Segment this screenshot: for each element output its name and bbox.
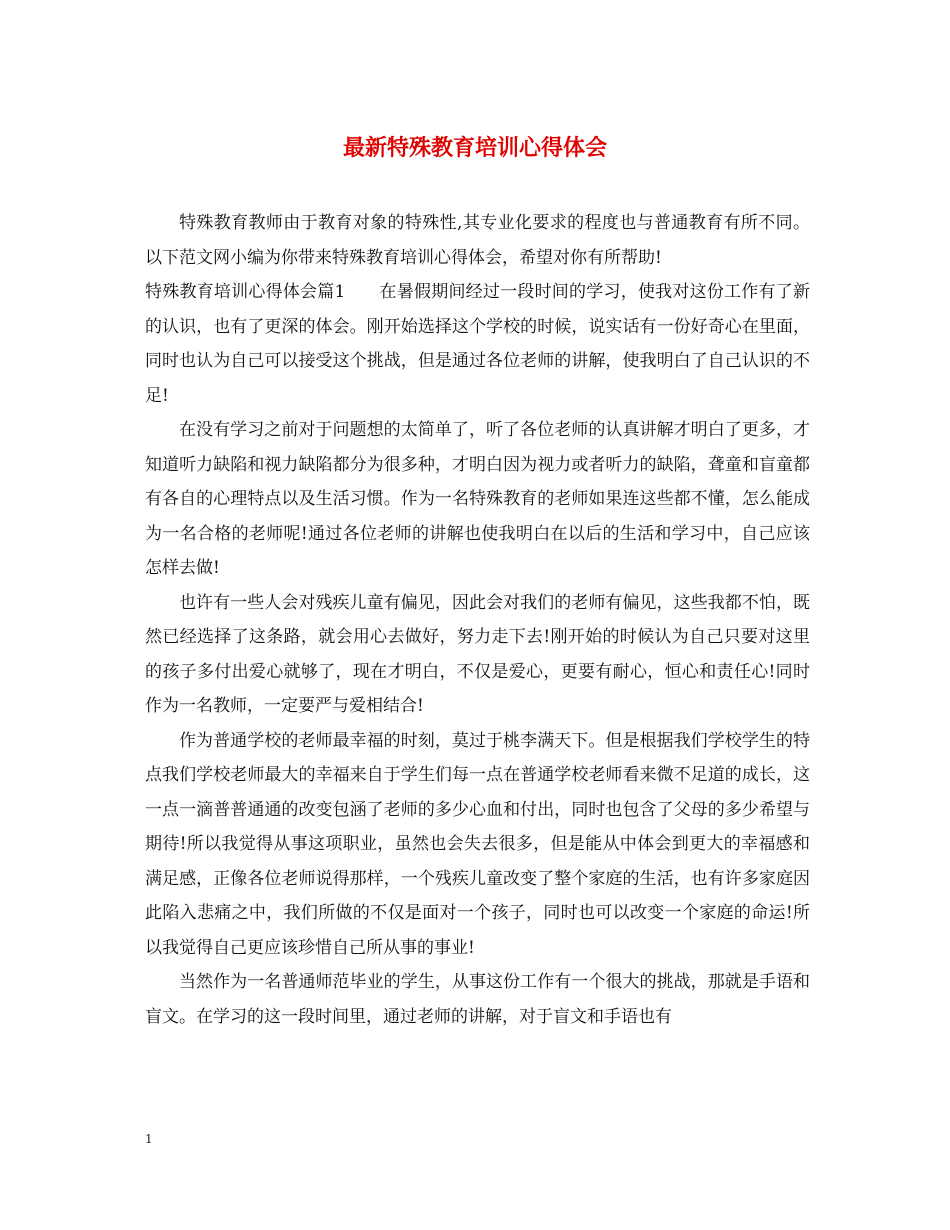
body-paragraph-1: 在没有学习之前对于问题想的太简单了，听了各位老师的认真讲解才明白了更多，才知道听力缺陷和视力缺陷都分为很多种，才明白因为视力或者听力的缺陷，聋童和盲童都有各自的心理特点以及生活习惯。作为一名特殊教育的老师如果连这些都不懂，怎么能成为一名合格的老师呢!通过各位老师的讲解也使我明白在以后的生活和学习中，自己应该怎样去做! <box>145 420 810 578</box>
intro-paragraph: 特殊教育教师由于教育对象的特殊性,其专业化要求的程度也与普通教育有所不同。以下范文网小编为你带来特殊教育培训心得体会，希望对你有所帮助! <box>145 213 810 268</box>
body-paragraph-3: 作为普通学校的老师最幸福的时刻，莫过于桃李满天下。但是根据我们学校学生的特点我们学校老师最大的幸福来自于学生们每一点在普通学校老师看来微不足道的成长，这一点一滴普普通通的改变包涵了老师的多少心血和付出，同时也包含了父母的多少希望与期待!所以我觉得从事这项职业，虽然也会失去很多，但是能从中体会到更大的幸福感和满足感，正像各位老师说得那样，一个残疾儿童改变了整个家庭的生活，也有许多家庭因此陷入悲痛之中，我们所做的不仅是面对一个孩子，同时也可以改变一个家庭的命运!所以我觉得自己更应该珍惜自己所从事的事业! <box>145 730 810 958</box>
section-first-text: 在暑假期间经过一段时间的学习，使我对这份工作有了新的认识，也有了更深的体会。刚开始选择这个学校的时候，说实话有一份好奇心在里面，同时也认为自己可以接受这个挑战，但是通过各位老师的讲解，使我明白了自己认识的不足! <box>145 282 810 406</box>
section-heading: 特殊教育培训心得体会篇1 <box>145 282 346 302</box>
page-number: 1 <box>145 1132 153 1146</box>
section-paragraph <box>145 275 810 413</box>
body-paragraph-2: 也许有一些人会对残疾儿童有偏见，因此会对我们的老师有偏见，这些我都不怕，既然已经选择了这条路，就会用心去做好，努力走下去!刚开始的时候认为自己只要对这里的孩子多付出爱心就够了，现在才明白，不仅是爱心，更要有耐心，恒心和责任心!同时作为一名教师，一定要严与爱相结合! <box>145 592 810 716</box>
document-title: 最新特殊教育培训心得体会 <box>342 135 607 161</box>
document-body <box>145 206 810 1034</box>
body-paragraph-4: 当然作为一名普通师范毕业的学生，从事这份工作有一个很大的挑战，那就是手语和盲文。在学习的这一段时间里，通过老师的讲解，对于盲文和手语也有 <box>145 972 810 1027</box>
